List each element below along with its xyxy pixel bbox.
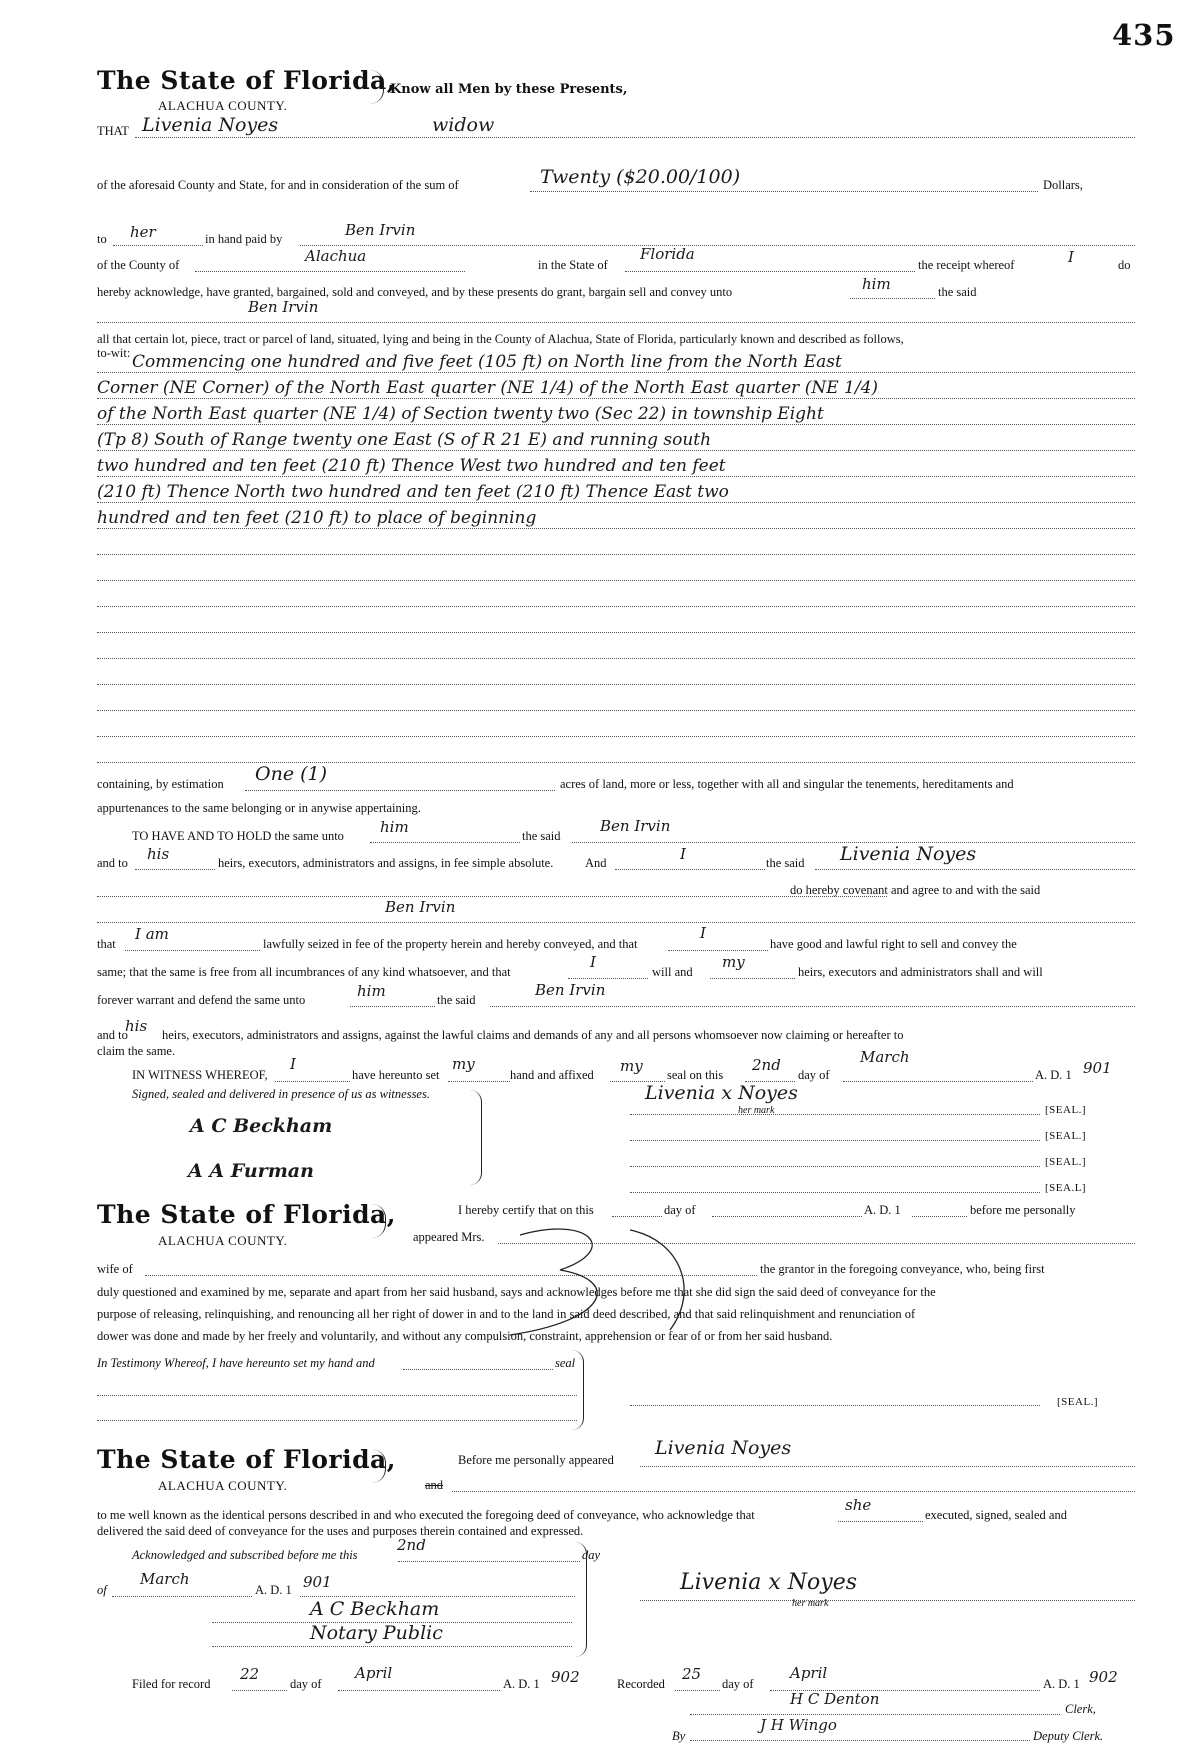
forever-pronoun-line [350, 1006, 435, 1007]
ack-year: 901 [303, 1573, 332, 1591]
paid-by-line [300, 245, 1135, 246]
deputy-label: Deputy Clerk. [1033, 1729, 1104, 1743]
ack-day: 2nd [397, 1536, 426, 1554]
notary-title: Notary Public [310, 1622, 443, 1644]
description-line: Corner (NE Corner) of the North East quarter (NE 1/4) of the North East quarter (NE 1/4) [97, 378, 879, 398]
the-said-label: the said [938, 285, 977, 299]
ack-second-line [452, 1491, 1135, 1492]
forever-grantee: Ben Irvin [535, 981, 606, 999]
testimony-blank-line [97, 1395, 577, 1396]
blank-rule [97, 632, 1135, 633]
seized-pronoun-line [125, 950, 260, 951]
ack-pronoun-line [838, 1521, 923, 1522]
heirs-text: heirs, executors, administrators and assigns, in fee simple absolute. [218, 856, 554, 870]
ack-year-line [300, 1596, 575, 1597]
receipt-pronoun: I [1068, 248, 1074, 266]
forever-pronoun: him [357, 982, 386, 1000]
witness-label: IN WITNESS WHEREOF, [132, 1068, 268, 1082]
county-of-value: Alachua [305, 247, 367, 265]
ack-line-1a: to me well known as the identical persons described in and who executed the foregoing deed of conveyance, who acknowledge that [97, 1508, 755, 1522]
right-pronoun-line [668, 950, 768, 951]
will-pronoun-line [568, 978, 648, 979]
strike-scribble [470, 1210, 770, 1340]
recorded-ad: A. D. 1 [1043, 1677, 1080, 1691]
description-rule [97, 476, 1135, 477]
same-text: same; that the same is free from all incumbrances of any kind whatsoever, and that [97, 965, 511, 979]
ack-month-line [112, 1596, 252, 1597]
blank-rule [97, 762, 1135, 763]
witness-my2: my [620, 1057, 643, 1075]
will-pronoun: I [590, 953, 596, 971]
to-label: to [97, 232, 107, 246]
grantor-mark: her mark [738, 1105, 775, 1116]
final-text: heirs, executors, administrators and assigns, against the lawful claims and demands of any and all persons whomsoever now claiming or hereafter to [162, 1028, 904, 1042]
covenant-grantee-line [97, 922, 1135, 923]
blank-rule [97, 580, 1135, 581]
witness-day-label: day of [798, 1068, 830, 1082]
seal-label: [SEAL.] [1045, 1130, 1087, 1142]
witness-month-line [843, 1081, 1033, 1082]
recorded-day-line [675, 1690, 720, 1691]
habendum-said: the said [522, 829, 561, 843]
notary-title-line [212, 1646, 572, 1647]
clerk-label: Clerk, [1065, 1702, 1096, 1716]
ack-subscribed-text: Acknowledged and subscribed before me this [132, 1548, 358, 1562]
consideration-text: of the aforesaid County and State, for and in consideration of the sum of [97, 178, 459, 192]
heirs-pronoun-line [135, 869, 215, 870]
filed-day: 22 [240, 1665, 260, 1683]
claim-text: claim the same. [97, 1044, 176, 1058]
ack-line-1b: executed, signed, sealed and [925, 1508, 1067, 1522]
recorded-month: April [790, 1664, 828, 1682]
receipt-label: the receipt whereof [918, 258, 1015, 272]
grantor-status: widow [432, 114, 495, 136]
state-of-label: in the State of [538, 258, 608, 272]
ack-line-2: delivered the said deed of conveyance for the uses and purposes therein contained and expressed. [97, 1524, 584, 1538]
blank-rule [97, 710, 1135, 711]
and-to-label-2: and to [97, 1028, 128, 1042]
blank-rule [97, 736, 1135, 737]
and-label: And [585, 856, 607, 870]
acknowledge-text: hereby acknowledge, have granted, bargained, sold and conveyed, and by these presents do grant, bargain sell and convey unto [97, 285, 733, 299]
description-line: Commencing one hundred and five feet (105 ft) on North line from the North East [132, 352, 842, 372]
my-pronoun-line [710, 978, 795, 979]
state-of-line [625, 271, 915, 272]
dower-day-label: day of [664, 1203, 696, 1217]
ack-of-label: of [97, 1583, 107, 1597]
witness-year: 901 [1083, 1059, 1112, 1077]
witness-text-c: seal on this [667, 1068, 724, 1082]
deputy-line [690, 1740, 1030, 1741]
filed-month-line [338, 1690, 500, 1691]
recorded-year: 902 [1089, 1668, 1118, 1686]
seal-label: [SEAL.] [1045, 1156, 1087, 1168]
containing-label: containing, by estimation [97, 777, 224, 791]
grantee-line [97, 322, 1135, 323]
covenant-pronoun-line [615, 869, 765, 870]
dower-heading: The State of Florida, [97, 1200, 396, 1229]
description-line: (210 ft) Thence North two hundred and ten feet (210 ft) Thence East two [97, 482, 729, 502]
grantor-signature: Livenia x Noyes [645, 1082, 798, 1104]
covenant-pronoun: I [680, 845, 686, 863]
covenant-grantor: Livenia Noyes [840, 843, 977, 865]
description-rule [97, 424, 1135, 425]
ack-grantor-signature: Livenia x Noyes [680, 1570, 858, 1595]
testimony-seal-word: seal [555, 1356, 576, 1370]
ack-appeared-name: Livenia Noyes [655, 1437, 792, 1459]
ack-pronoun: she [845, 1496, 872, 1514]
dower-line-1: duly questioned and examined by me, separate and apart from her said husband, says and acknowledges before me that she did sign the said deed of conveyance for the [97, 1285, 936, 1299]
ack-appeared-line [640, 1466, 1135, 1467]
acres-text: acres of land, more or less, together with all and singular the tenements, hereditaments and [560, 777, 1014, 791]
recorded-day: 25 [682, 1665, 702, 1683]
description-rule [97, 372, 1135, 373]
ack-grantor-mark: her mark [792, 1598, 829, 1609]
covenant-said: the said [766, 856, 805, 870]
habendum-grantee: Ben Irvin [600, 817, 671, 835]
and-to-label: and to [97, 856, 128, 870]
right-text: have good and lawful right to sell and convey the [770, 937, 1017, 951]
witness-signature: A C Beckham [190, 1115, 333, 1137]
dower-wife-label: wife of [97, 1262, 133, 1276]
filed-day-line [232, 1690, 287, 1691]
acreage-line [245, 790, 555, 791]
description-rule [97, 528, 1135, 529]
paid-by: Ben Irvin [345, 221, 416, 239]
seized-text: lawfully seized in fee of the property herein and hereby conveyed, and that [263, 937, 638, 951]
covenant-grantee: Ben Irvin [385, 898, 456, 916]
dower-certify-text: I hereby certify that on this [458, 1203, 594, 1217]
my-pronoun: my [722, 953, 745, 971]
dower-seal-label: [SEAL.] [1057, 1396, 1099, 1408]
amount-line [530, 191, 1038, 192]
signed-text: Signed, sealed and delivered in presence of us as witnesses. [132, 1087, 430, 1101]
filed-year: 902 [551, 1668, 580, 1686]
state-of-value: Florida [640, 245, 695, 263]
amount-value: Twenty ($20.00/100) [540, 166, 741, 188]
covenant-blank-line [97, 896, 887, 897]
ack-month: March [140, 1570, 190, 1588]
witness-pronoun: I [290, 1055, 296, 1073]
testimony-text: In Testimony Whereof, I have hereunto set my hand and [97, 1356, 375, 1370]
dower-line-2: purpose of releasing, relinquishing, and renouncing all her right of dower in and to the land in said deed described, and that said relinquishment and renunciation of [97, 1307, 916, 1321]
by-label: By [672, 1729, 686, 1743]
unto-pronoun: him [862, 275, 891, 293]
acreage-value: One (1) [255, 763, 328, 785]
notary-signature: A C Beckham [310, 1598, 440, 1620]
ack-before-text: Before me personally appeared [458, 1453, 614, 1467]
filed-month: April [355, 1664, 393, 1682]
witness-brace [470, 1090, 482, 1185]
description-line: (Tp 8) South of Range twenty one East (S of R 21 E) and running south [97, 430, 712, 450]
paid-to: her [130, 223, 156, 241]
dower-ad-label: A. D. 1 [864, 1203, 901, 1217]
county-of-label: of the County of [97, 258, 180, 272]
ack-day-word: day [582, 1548, 601, 1562]
witness-pronoun-line [275, 1081, 350, 1082]
seal-label: [SEA.L] [1045, 1182, 1087, 1194]
heirs-pronoun: his [147, 845, 170, 863]
description-line: of the North East quarter (NE 1/4) of Section twenty two (Sec 22) in township Eight [97, 404, 824, 424]
blank-rule [97, 606, 1135, 607]
testimony-brace [572, 1350, 584, 1430]
testimony-line [403, 1369, 553, 1370]
dower-appeared-text: appeared Mrs. [413, 1230, 485, 1244]
witness-month: March [860, 1048, 910, 1066]
blank-rule [97, 684, 1135, 685]
habendum-pronoun-line [370, 842, 520, 843]
ack-county: ALACHUA COUNTY. [158, 1478, 288, 1493]
know-all-men-heading: Know all Men by these Presents, [390, 82, 628, 97]
filed-label: Filed for record [132, 1677, 211, 1691]
county-of-line [195, 271, 465, 272]
dower-year-line [912, 1216, 967, 1217]
dower-seal-line [630, 1405, 1040, 1406]
page-number: 435 [1112, 18, 1176, 52]
forever-grantee-line [490, 1006, 1135, 1007]
that-label-2: that [97, 937, 116, 951]
forever-text: forever warrant and defend the same unto [97, 993, 306, 1007]
seal-label: [SEAL.] [1045, 1104, 1087, 1116]
will-text: heirs, executors and administrators shall and will [798, 965, 1043, 979]
recorded-day-label: day of [722, 1677, 754, 1691]
witness-my-line [448, 1081, 510, 1082]
ack-heading: The State of Florida, [97, 1445, 396, 1474]
grantor-line [135, 137, 1135, 138]
description-line: hundred and ten feet (210 ft) to place of beginning [97, 508, 537, 528]
blank-rule [97, 554, 1135, 555]
habendum-label: TO HAVE AND TO HOLD the same unto [132, 829, 344, 843]
description-rule [97, 450, 1135, 451]
filed-ad: A. D. 1 [503, 1677, 540, 1691]
ack-signature-line [640, 1600, 1135, 1601]
seized-pronoun: I am [135, 925, 169, 943]
witness-my: my [452, 1055, 475, 1073]
deputy-signature: J H Wingo [760, 1716, 837, 1734]
dollars-label: Dollars, [1043, 178, 1083, 192]
ack-brace-2 [575, 1542, 587, 1657]
ack-ad-label: A. D. 1 [255, 1583, 292, 1597]
right-pronoun: I [700, 924, 706, 942]
unto-line [850, 298, 935, 299]
covenant-grantor-line [815, 869, 1135, 870]
description-line: two hundred and ten feet (210 ft) Thence West two hundred and ten feet [97, 456, 726, 476]
seal-line [630, 1192, 1040, 1193]
dower-county: ALACHUA COUNTY. [158, 1233, 288, 1248]
testimony-blank-line [97, 1420, 577, 1421]
ack-day-line [398, 1561, 580, 1562]
covenant-text: do hereby covenant and agree to and with the said [790, 883, 1041, 897]
dower-before-text: before me personally [970, 1203, 1076, 1217]
filed-day-label: day of [290, 1677, 322, 1691]
paid-by-label: in hand paid by [205, 232, 283, 246]
dower-line-3: dower was done and made by her freely and voluntarily, and without any compulsion, constraint, apprehension or fear of or from her said husband. [97, 1329, 833, 1343]
description-rule [97, 398, 1135, 399]
paid-to-line [113, 245, 203, 246]
county-label: ALACHUA COUNTY. [158, 98, 288, 113]
witness-day: 2nd [752, 1056, 781, 1074]
ack-and-word: and [425, 1478, 444, 1492]
witness-text-b: hand and affixed [510, 1068, 594, 1082]
final-pronoun: his [125, 1017, 148, 1035]
forever-said: the said [437, 993, 476, 1007]
do-label: do [1118, 258, 1131, 272]
clerk-line [690, 1714, 1060, 1715]
blank-rule [97, 658, 1135, 659]
land-text: all that certain lot, piece, tract or parcel of land, situated, lying and being in the County of Alachua, State of Florida, particularly known and described as follows, [97, 332, 904, 346]
to-wit-label: to-wit: [97, 346, 131, 360]
seal-line [630, 1166, 1040, 1167]
description-rule [97, 502, 1135, 503]
appurtenances-text: appurtenances to the same belonging or in anywise appertaining. [97, 801, 421, 815]
dower-grantor-text: the grantor in the foregoing conveyance, who, being first [760, 1262, 1045, 1276]
deed-heading: The State of Florida, [97, 66, 396, 95]
grantee-name: Ben Irvin [248, 298, 319, 316]
seal-line [630, 1114, 1040, 1115]
witness-text-a: have hereunto set [352, 1068, 440, 1082]
that-label: THAT [97, 124, 129, 138]
will-label: will and [652, 965, 693, 979]
habendum-pronoun: him [380, 818, 409, 836]
grantor-name: Livenia Noyes [142, 114, 279, 136]
witness-ad-label: A. D. 1 [1035, 1068, 1072, 1082]
clerk-signature: H C Denton [790, 1690, 880, 1708]
recorded-label: Recorded [617, 1677, 665, 1691]
witness-signature: A A Furman [188, 1160, 314, 1182]
seal-line [630, 1140, 1040, 1141]
